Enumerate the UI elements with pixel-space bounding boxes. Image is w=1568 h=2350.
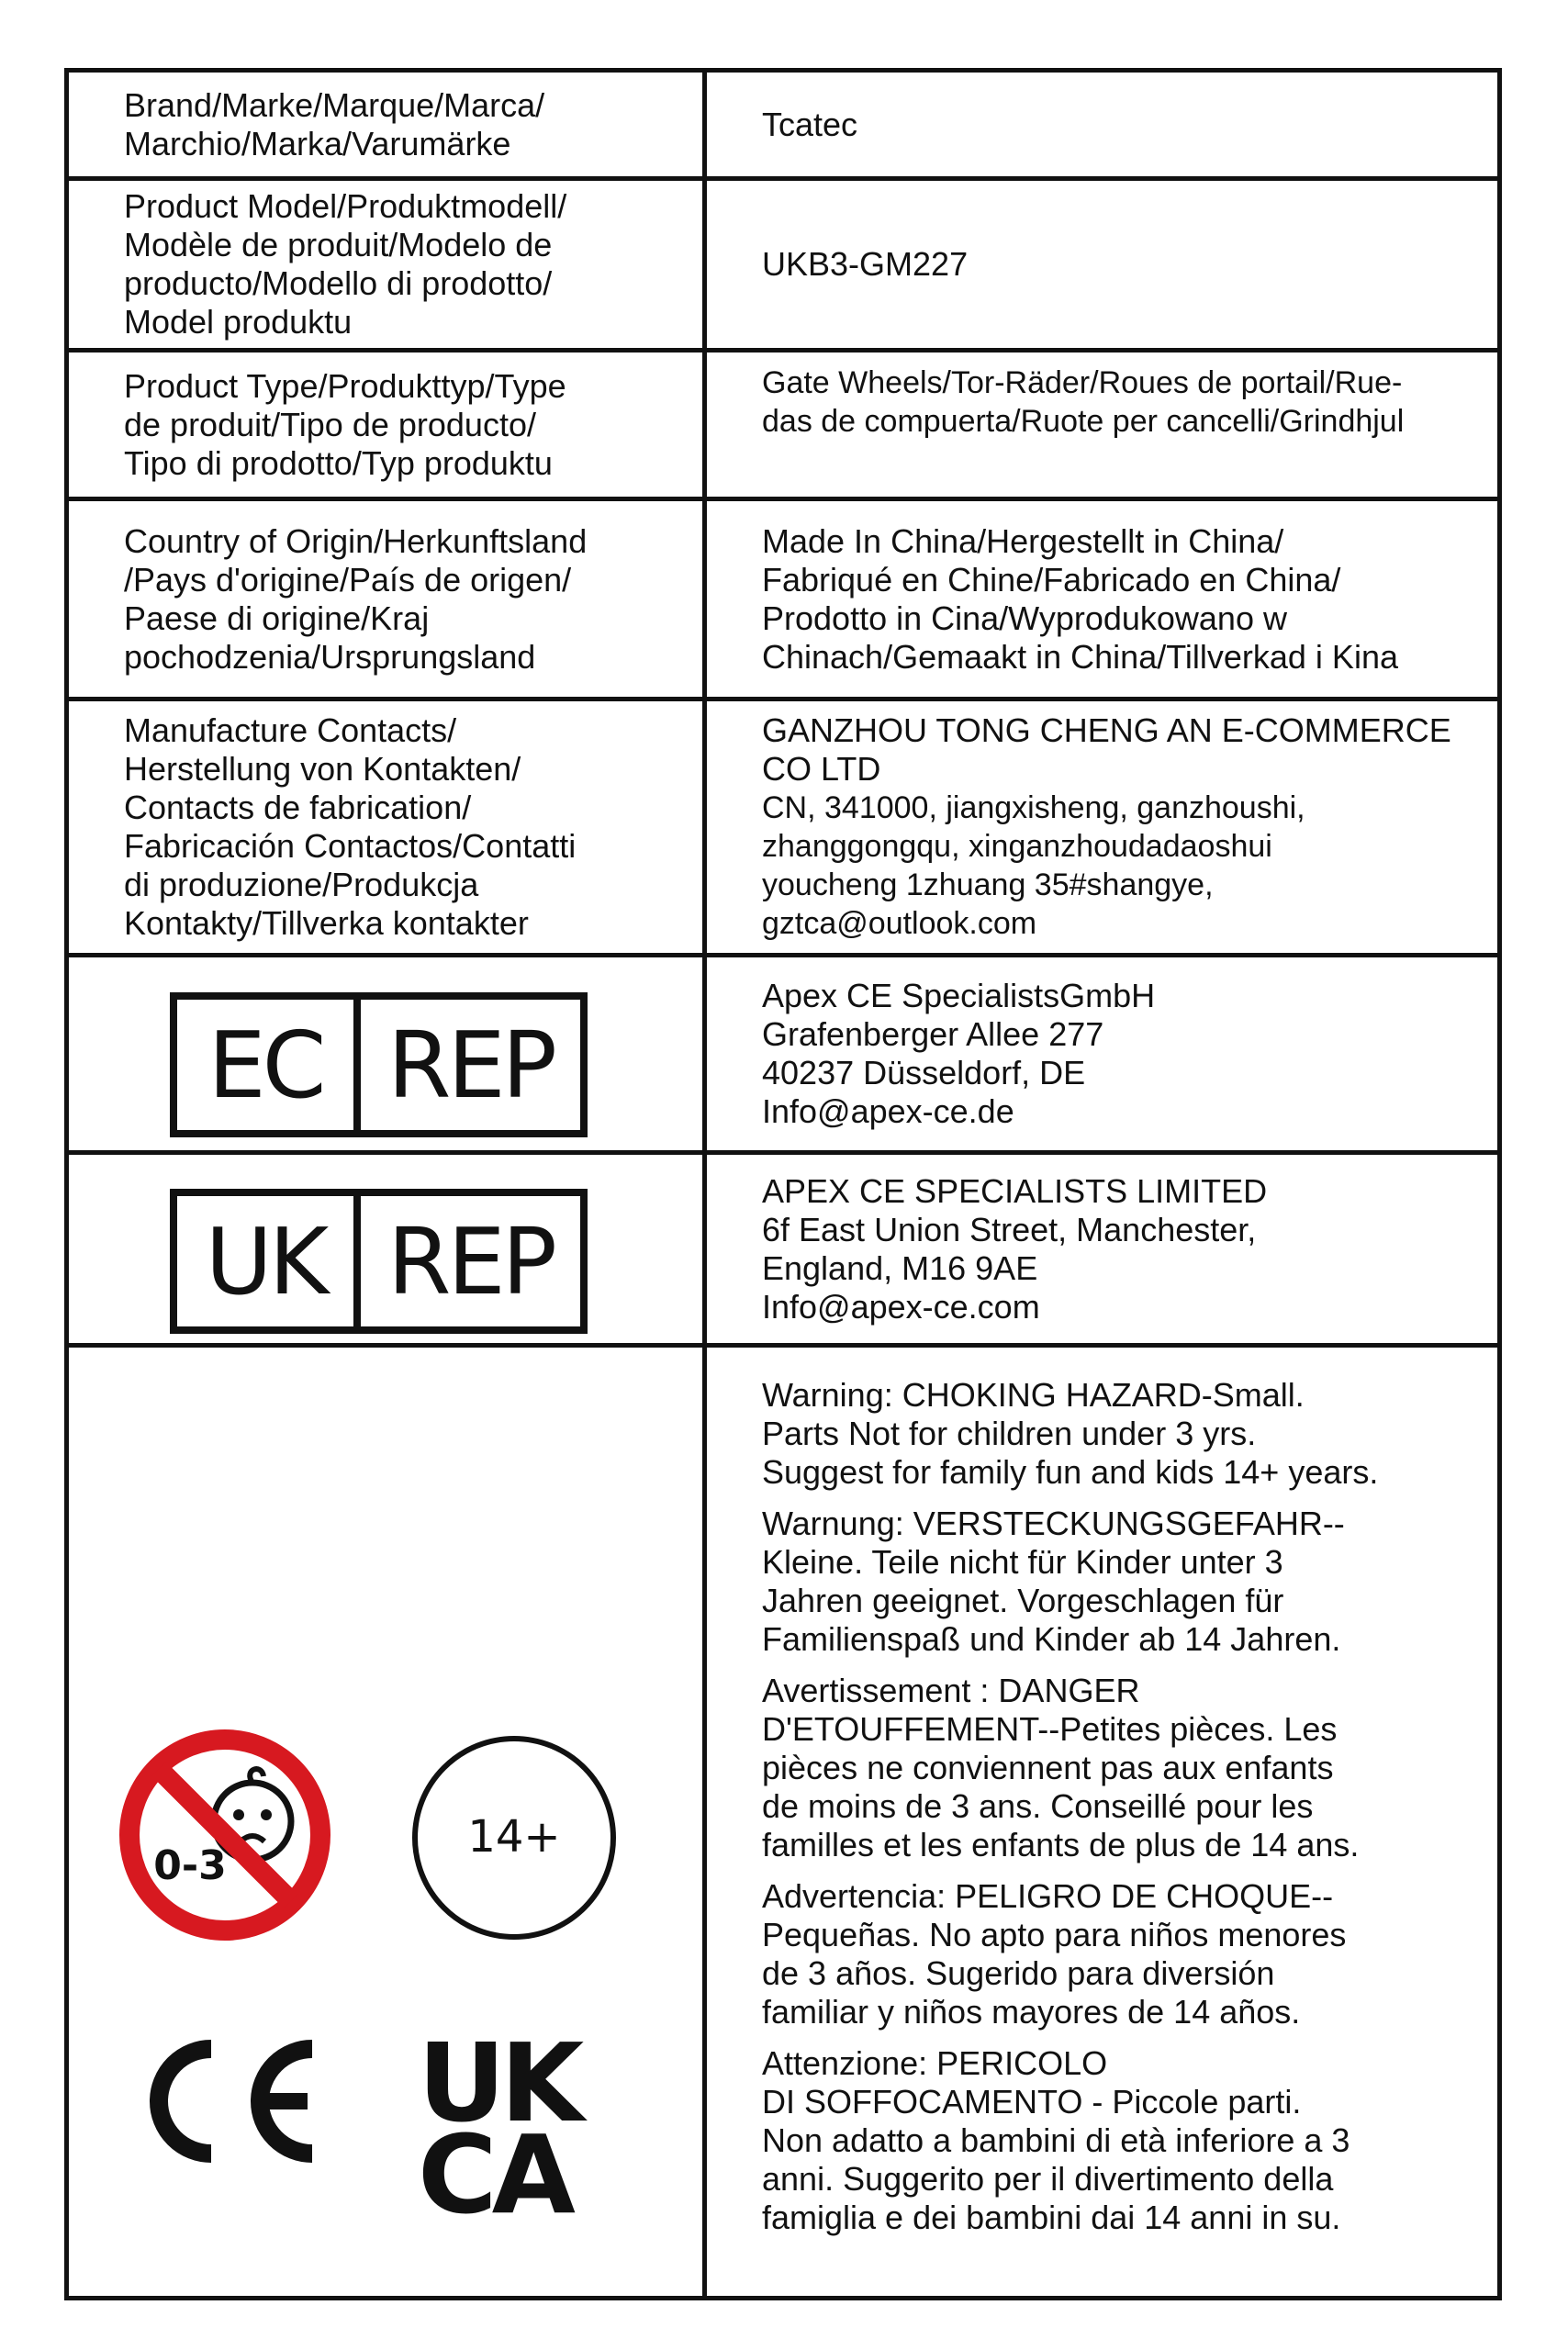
ec-rep-symbol-right: REP — [387, 1011, 554, 1119]
age-circle-label: 14+ — [467, 1811, 561, 1863]
text-line: Warning: CHOKING HAZARD-Small. — [762, 1376, 1305, 1414]
text-line: Herstellung von Kontakten/ — [124, 750, 521, 788]
text-line: familles et les enfants de plus de 14 ans. — [762, 1826, 1360, 1863]
origin-label — [124, 501, 693, 697]
text-line: Fabricación Contactos/Contatti — [124, 827, 577, 865]
uk-rep-symbol — [170, 1189, 588, 1334]
text-line: Familienspaß und Kinder ab 14 Jahren. — [762, 1620, 1341, 1658]
age-restriction-label: 0-3 — [153, 1842, 227, 1889]
text-line: pochodzenia/Ursprungsland — [124, 637, 536, 676]
email-line: Info@apex-ce.com — [762, 1287, 1040, 1326]
text-line: Suggest for family fun and kids 14+ years. — [762, 1453, 1379, 1491]
text-line: Contacts de fabrication/ — [124, 789, 472, 826]
text-line: Tcatec — [762, 105, 858, 143]
ukca-mark-logo — [418, 2020, 601, 2238]
brand-label — [124, 73, 693, 176]
email-line: gztca@outlook.com — [762, 906, 1037, 941]
text-line: 6f East Union Street, Manchester, — [762, 1210, 1257, 1248]
company-name: GANZHOU TONG CHENG AN E-COMMERCE — [762, 711, 1451, 749]
column-divider — [702, 73, 707, 2296]
text-line: Brand/Marke/Marque/Marca/ — [124, 85, 545, 124]
type-value — [762, 352, 1496, 453]
product-label-table — [64, 68, 1502, 2300]
ukca-mark-top: UK — [418, 2020, 579, 2146]
text-line: Tipo di prodotto/Typ produktu — [124, 443, 553, 482]
text-line: de produit/Tipo de producto/ — [124, 405, 536, 443]
text-line: Kontakty/Tillverka kontakter — [124, 904, 529, 942]
text-line: de 3 años. Sugerido para diversión — [762, 1954, 1275, 1992]
text-line: Advertencia: PELIGRO DE CHOQUE-- — [762, 1877, 1334, 1915]
text-line: Attenzione: PERICOLO — [762, 2044, 1108, 2082]
uk-rep-symbol-left: UK — [205, 1207, 326, 1315]
text-line: /Pays d'origine/País de origen/ — [124, 560, 572, 599]
company-name: CO LTD — [762, 750, 881, 788]
warning-english — [762, 1376, 1496, 1492]
text-line: pièces ne conviennent pas aux enfants — [762, 1749, 1334, 1786]
ec-rep-symbol-divider — [353, 1000, 361, 1130]
text-line: Pequeñas. No apto para niños menores — [762, 1916, 1347, 1953]
ec-rep-symbol-left: EC — [207, 1011, 323, 1119]
text-line: de moins de 3 ans. Conseillé pour les — [762, 1787, 1314, 1825]
text-line: anni. Suggerito per il divertimento della — [762, 2160, 1334, 2198]
address-line: CN, 341000, jiangxisheng, ganzhoushi, — [762, 790, 1305, 825]
text-line: Warnung: VERSTECKUNGSGEFAHR-- — [762, 1505, 1345, 1542]
model-label — [124, 181, 693, 348]
text-line: Kleine. Teile nicht für Kinder unter 3 — [762, 1543, 1283, 1581]
text-line: Paese di origine/Kraj — [124, 599, 430, 637]
age-14-plus-symbol — [409, 1732, 620, 1943]
uk-rep-symbol-right: REP — [387, 1207, 554, 1315]
uk-rep-value — [762, 1155, 1496, 1343]
text-line: D'ETOUFFEMENT--Petites pièces. Les — [762, 1710, 1338, 1748]
text-line: Fabriqué en Chine/Fabricado en China/ — [762, 560, 1341, 599]
no-under-3-symbol — [115, 1725, 335, 1945]
text-line: das de compuerta/Ruote per cancelli/Grindhjul — [762, 404, 1405, 439]
text-line: Made In China/Hergestellt in China/ — [762, 521, 1284, 560]
ukca-mark-bottom: CA — [418, 2111, 570, 2238]
text-line: 40237 Düsseldorf, DE — [762, 1054, 1086, 1091]
address-line: zhanggongqu, xinganzhoudadaoshui — [762, 829, 1272, 864]
text-line: Jahren geeignet. Vorgeschlagen für — [762, 1582, 1284, 1619]
text-line: Marchio/Marka/Varumärke — [124, 124, 511, 162]
text-line: Country of Origin/Herkunftsland — [124, 521, 588, 560]
text-line: producto/Modello di prodotto/ — [124, 264, 553, 302]
text-line: Chinach/Gemaakt in China/Tillverkad i Kina — [762, 637, 1398, 676]
ec-rep-symbol — [170, 992, 588, 1137]
type-label — [124, 352, 693, 497]
text-line: Model produktu — [124, 303, 353, 341]
text-line: Grafenberger Allee 277 — [762, 1015, 1104, 1053]
manufacturer-label — [124, 701, 693, 953]
ec-rep-value — [762, 957, 1496, 1150]
text-line: Non adatto a bambini di età inferiore a 3 — [762, 2121, 1350, 2159]
address-line: youcheng 1zhuang 35#shangye, — [762, 867, 1214, 902]
ce-mark-logo — [133, 2032, 326, 2170]
warning-text-block — [762, 1376, 1496, 2294]
text-line: di produzione/Produkcja — [124, 866, 479, 903]
text-line: Product Type/Produkttyp/Type — [124, 366, 566, 405]
text-line: UKB3-GM227 — [762, 245, 969, 283]
email-line: Info@apex-ce.de — [762, 1092, 1014, 1130]
text-line: Gate Wheels/Tor-Räder/Roues de portail/Rue- — [762, 365, 1403, 400]
text-line: Avertissement : DANGER — [762, 1672, 1140, 1709]
text-line: APEX CE SPECIALISTS LIMITED — [762, 1171, 1268, 1210]
warning-spanish — [762, 1877, 1496, 2031]
text-line: Manufacture Contacts/ — [124, 711, 457, 749]
text-line: England, M16 9AE — [762, 1248, 1038, 1287]
text-line: Parts Not for children under 3 yrs. — [762, 1415, 1257, 1452]
text-line: Modèle de produit/Modelo de — [124, 226, 553, 263]
warning-french — [762, 1672, 1496, 1864]
origin-value — [762, 501, 1496, 697]
text-line: Prodotto in Cina/Wyprodukowano w — [762, 599, 1287, 637]
text-line: familiar y niños mayores de 14 años. — [762, 1993, 1301, 2031]
row-divider — [69, 1343, 1497, 1348]
manufacturer-value — [762, 701, 1496, 953]
text-line: Product Model/Produktmodell/ — [124, 187, 567, 225]
uk-rep-symbol-divider — [353, 1196, 361, 1326]
brand-value — [762, 73, 1496, 176]
text-line: famiglia e dei bambini dai 14 anni in su. — [762, 2199, 1341, 2236]
warning-italian — [762, 2044, 1496, 2237]
warning-german — [762, 1505, 1496, 1659]
text-line: Apex CE SpecialistsGmbH — [762, 977, 1156, 1014]
text-line: DI SOFFOCAMENTO - Piccole parti. — [762, 2083, 1302, 2121]
model-value — [762, 181, 1496, 348]
